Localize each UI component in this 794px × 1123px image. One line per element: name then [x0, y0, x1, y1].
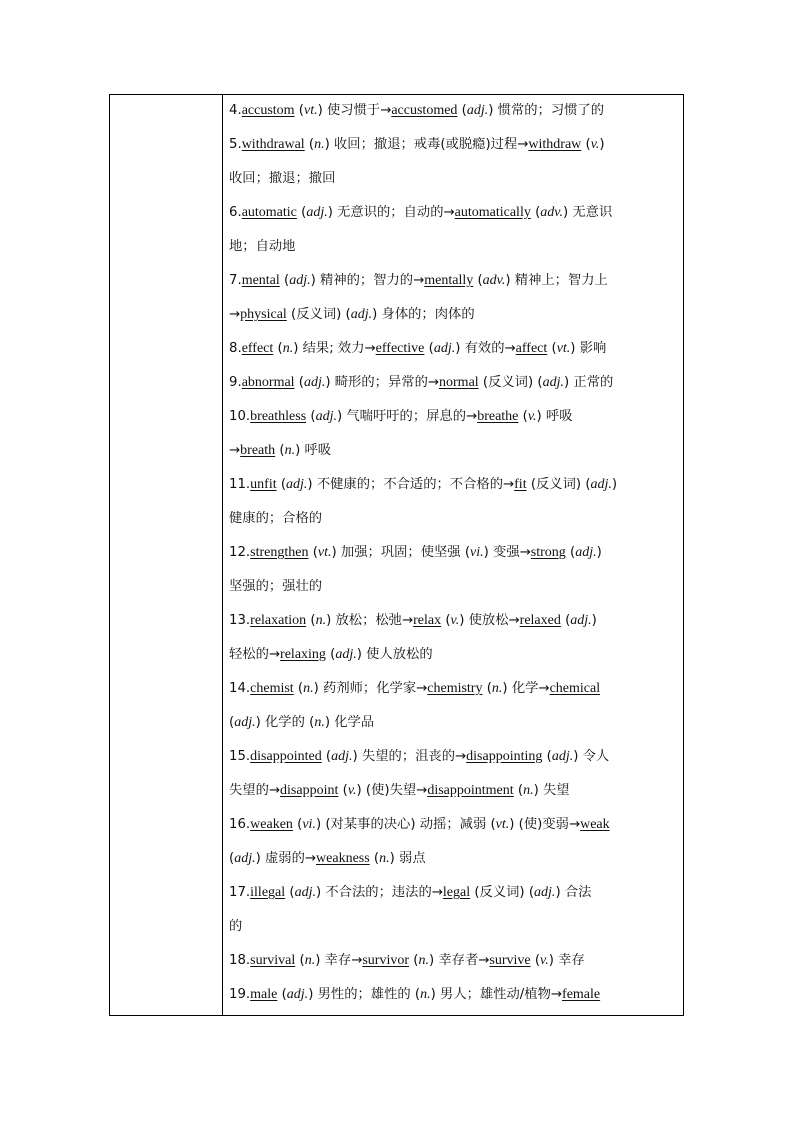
vocab-word: physical — [240, 307, 287, 322]
vocab-line: 15.disappointed (adj.) 失望的；沮丧的→disappointing (adj.) 令人 — [229, 749, 610, 764]
part-of-speech: adj. — [551, 749, 574, 764]
vocab-line: →breath (n.) 呼吸 — [229, 443, 332, 458]
part-of-speech: adj. — [234, 851, 256, 866]
vocab-word: withdraw — [528, 137, 582, 152]
part-of-speech: adj. — [590, 477, 612, 492]
vocab-word: unfit — [250, 477, 277, 492]
vocab-line: 11.unfit (adj.) 不健康的；不合适的；不合格的→fit (反义词) (adj.) — [229, 477, 618, 492]
vocab-line: 14.chemist (n.) 药剂师；化学家→chemistry (n.) 化学→chemical — [229, 681, 601, 696]
vocab-line: 7.mental (adj.) 精神的；智力的→mentally (adv.) 精神上；智力上 — [229, 273, 608, 288]
vocab-word: weakness — [316, 851, 370, 866]
vocab-word: chemist — [250, 681, 294, 696]
vocab-word: affect — [515, 341, 548, 356]
part-of-speech: n. — [304, 953, 316, 968]
vocab-word: survival — [250, 953, 296, 968]
vocabulary-table — [109, 94, 684, 1016]
vocab-line: 17.illegal (adj.) 不合法的；违法的→legal (反义词) (adj.) 合法 — [229, 885, 592, 900]
vocab-word: survive — [489, 953, 531, 968]
part-of-speech: vi. — [470, 545, 484, 560]
part-of-speech: vt. — [317, 545, 332, 560]
part-of-speech: adv. — [540, 205, 563, 220]
part-of-speech: v. — [347, 783, 357, 798]
vocab-word: effect — [241, 341, 274, 356]
vocab-line: 轻松的→relaxing (adj.) 使人放松的 — [229, 647, 433, 662]
vocab-word: female — [562, 987, 601, 1002]
vocab-line: 失望的→disappoint (v.) (使)失望→disappointment (n.) 失望 — [229, 783, 570, 798]
vocab-line: (adj.) 化学的 (n.) 化学品 — [229, 715, 375, 730]
vocab-word: survivor — [362, 953, 410, 968]
vocab-word: weaken — [250, 817, 293, 832]
vocab-word: weak — [580, 817, 610, 832]
part-of-speech: adj. — [542, 375, 564, 390]
vocab-word: accustom — [241, 103, 295, 118]
part-of-speech: n. — [420, 987, 431, 1002]
vocab-line: 12.strengthen (vt.) 加强；巩固；使坚强 (vi.) 变强→strong (adj.) — [229, 545, 602, 560]
vocab-line: 16.weaken (vi.) (对某事的决心) 动摇；减弱 (vt.) (使)变弱→weak — [229, 817, 610, 832]
vocab-line: 4.accustom (vt.) 使习惯于→accustomed (adj.) 惯常的；习惯了的 — [229, 103, 605, 118]
vocab-line: 坚强的；强壮的 — [229, 579, 323, 594]
part-of-speech: adj. — [433, 341, 456, 356]
vocab-word: abnormal — [241, 375, 295, 390]
vocab-word: relaxation — [250, 613, 307, 628]
part-of-speech: adj. — [466, 103, 489, 118]
vocab-word: disappointing — [466, 749, 543, 764]
vocab-word: accustomed — [391, 103, 458, 118]
part-of-speech: adj. — [335, 647, 357, 662]
column-divider — [222, 95, 223, 1015]
vocab-word: chemical — [549, 681, 601, 696]
vocab-word: breathe — [477, 409, 519, 424]
vocab-word: male — [250, 987, 278, 1002]
part-of-speech: v. — [450, 613, 460, 628]
part-of-speech: v. — [590, 137, 600, 152]
vocab-line: 18.survival (n.) 幸存→survivor (n.) 幸存者→survive (v.) 幸存 — [229, 953, 585, 968]
vocab-line: 的 — [229, 919, 243, 934]
vocab-line: 6.automatic (adj.) 无意识的；自动的→automatically (adv.) 无意识 — [229, 205, 613, 220]
vocab-word: normal — [439, 375, 479, 390]
part-of-speech: n. — [314, 715, 325, 730]
vocab-word: chemistry — [427, 681, 483, 696]
vocab-word: mentally — [424, 273, 474, 288]
part-of-speech: adv. — [482, 273, 506, 288]
part-of-speech: adj. — [575, 545, 597, 560]
part-of-speech: adj. — [303, 375, 326, 390]
vocab-word: strengthen — [250, 545, 309, 560]
part-of-speech: adj. — [350, 307, 373, 322]
part-of-speech: vi. — [302, 817, 316, 832]
part-of-speech: n. — [284, 443, 296, 458]
vocab-word: relaxing — [280, 647, 326, 662]
part-of-speech: v. — [527, 409, 537, 424]
vocab-word: strong — [530, 545, 566, 560]
vocab-line: 9.abnormal (adj.) 畸形的；异常的→normal (反义词) (adj.) 正常的 — [229, 375, 614, 390]
vocab-word: mental — [241, 273, 280, 288]
part-of-speech: adj. — [234, 715, 256, 730]
part-of-speech: adj. — [289, 273, 311, 288]
part-of-speech: adj. — [306, 205, 328, 220]
vocab-word: fit — [514, 477, 527, 492]
part-of-speech: adj. — [315, 409, 337, 424]
part-of-speech: adj. — [286, 987, 309, 1002]
vocab-line: 地；自动地 — [229, 239, 296, 254]
part-of-speech: n. — [315, 613, 327, 628]
vocab-word: relax — [413, 613, 442, 628]
part-of-speech: adj. — [294, 885, 316, 900]
vocab-line: 5.withdrawal (n.) 收回；撤退；戒毒(或脱瘾)过程→withdraw (v.) — [229, 137, 605, 152]
part-of-speech: n. — [418, 953, 429, 968]
vocab-line: (adj.) 虚弱的→weakness (n.) 弱点 — [229, 851, 426, 866]
part-of-speech: vt. — [303, 103, 318, 118]
part-of-speech: adj. — [570, 613, 592, 628]
vocab-word: legal — [442, 885, 471, 900]
vocab-line: →physical (反义词) (adj.) 身体的；肉体的 — [229, 307, 475, 322]
vocabulary-list — [229, 97, 681, 1015]
part-of-speech: n. — [303, 681, 314, 696]
part-of-speech: vt. — [556, 341, 571, 356]
part-of-speech: vt. — [495, 817, 510, 832]
vocab-word: disappointment — [427, 783, 514, 798]
vocab-line: 健康的；合格的 — [229, 511, 323, 526]
part-of-speech: adj. — [331, 749, 353, 764]
part-of-speech: adj. — [534, 885, 556, 900]
part-of-speech: n. — [491, 681, 503, 696]
vocab-word: breath — [240, 443, 276, 458]
part-of-speech: n. — [523, 783, 534, 798]
part-of-speech: adj. — [286, 477, 308, 492]
vocab-word: disappoint — [280, 783, 339, 798]
vocab-word: breathless — [250, 409, 307, 424]
part-of-speech: v. — [540, 953, 549, 968]
vocab-line: 13.relaxation (n.) 放松；松弛→relax (v.) 使放松→relaxed (adj.) — [229, 613, 597, 628]
vocab-word: relaxed — [519, 613, 561, 628]
part-of-speech: n. — [379, 851, 390, 866]
vocab-word: effective — [375, 341, 425, 356]
part-of-speech: n. — [282, 341, 294, 356]
part-of-speech: n. — [314, 137, 325, 152]
vocab-line: 19.male (adj.) 男性的；雄性的 (n.) 男人；雄性动/植物→female — [229, 987, 601, 1002]
vocab-word: automatically — [454, 205, 531, 220]
vocab-line: 8.effect (n.) 结果; 效力→effective (adj.) 有效的→affect (vt.) 影响 — [229, 341, 607, 356]
vocab-word: withdrawal — [241, 137, 305, 152]
vocab-word: disappointed — [250, 749, 322, 764]
vocab-line: 10.breathless (adj.) 气喘吁吁的；屏息的→breathe (v.) 呼吸 — [229, 409, 573, 424]
vocab-line: 收回；撤退；撤回 — [229, 171, 336, 186]
vocab-word: automatic — [241, 205, 297, 220]
vocab-word: illegal — [250, 885, 286, 900]
